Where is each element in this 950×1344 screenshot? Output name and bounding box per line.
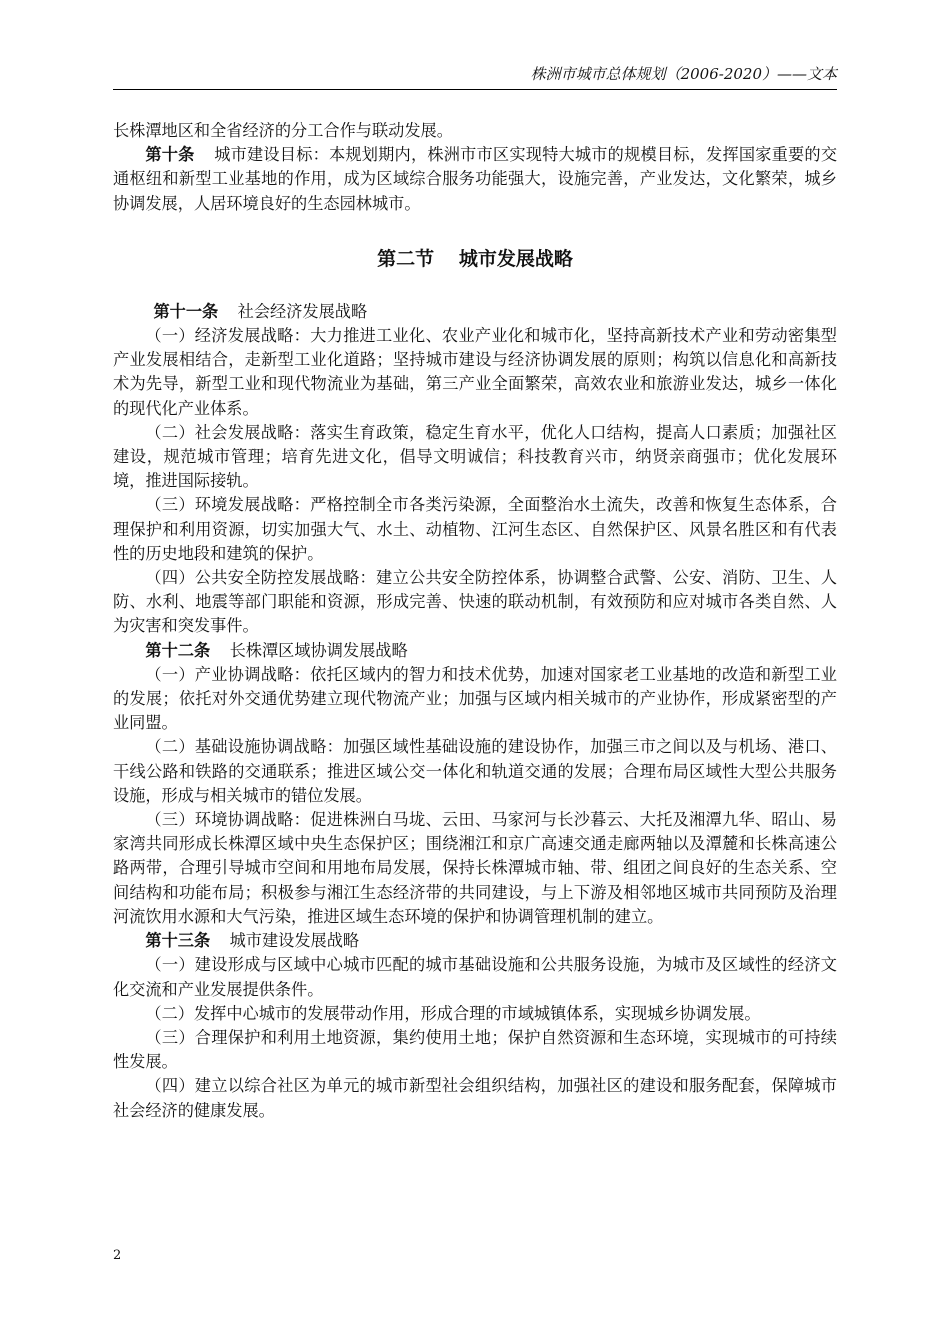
header-divider [113, 89, 837, 90]
list-item: （一）经济发展战略：大力推进工业化、农业产业化和城市化，坚持高新技术产业和劳动密集型产业发展相结合，走新型工业化道路；坚持城市建设与经济协调发展的原则；构筑以信息化和高新技术为先导，新型工业和现代物流业为基础，第三产业全面繁荣，高效农业和旅游业发达，城乡一体化的现代化产业体系。 [113, 326, 837, 418]
list-item: （一）产业协调战略：依托区域内的智力和技术优势，加速对国家老工业基地的改造和新型工业的发展；依托对外交通优势建立现代物流产业；加强与区域内相关城市的产业协作，形成紧密型的产业同盟。 [113, 664, 837, 733]
page-number: 2 [113, 1248, 122, 1263]
article-heading [113, 929, 837, 953]
article-title: 长株潭区域协调发展战略 [229, 640, 408, 660]
list-item: （四）建立以综合社区为单元的城市新型社会组织结构，加强社区的建设和服务配套，保障城市社会经济的健康发展。 [113, 1076, 837, 1120]
list-item: （二）社会发展战略：落实生育政策，稳定生育水平，优化人口结构，提高人口素质；加强社区建设，规范城市管理；培育先进文化，倡导文明诚信；科技教育兴市，纳贤亲商强市；优化发展环境，推进国际接轨。 [113, 422, 837, 491]
article-title: 城市建设发展战略 [229, 931, 360, 951]
article-label: 第十二条 [145, 640, 211, 660]
running-header: 株洲市城市总体规划（2006-2020）——文本 [530, 65, 837, 83]
list-item: （二）基础设施协调战略：加强区域性基础设施的建设协作，加强三市之间以及与机场、港口、干线公路和铁路的交通联系；推进区域公交一体化和轨道交通的发展；合理布局区域性大型公共服务设施，形成与相关城市的错位发展。 [113, 737, 837, 805]
article-heading [113, 300, 837, 324]
list-item: （三）环境发展战略：严格控制全市各类污染源，全面整治水土流失，改善和恢复生态体系，合理保护和利用资源，切实加强大气、水土、动植物、江河生态区、自然保护区、风景名胜区和有代表性的历史地段和建筑的保护。 [113, 495, 837, 563]
list-item: （一）建设形成与区域中心城市匹配的城市基础设施和公共服务设施，为城市及区域性的经济文化交流和产业发展提供条件。 [113, 955, 837, 999]
article-label: 第十条 [145, 145, 195, 165]
list-item: （二）发挥中心城市的发展带动作用，形成合理的市域城镇体系，实现城乡协调发展。 [145, 1003, 761, 1023]
section-number: 第二节 [377, 247, 435, 270]
section-heading [113, 246, 837, 272]
list-item: （四）公共安全防控发展战略：建立公共安全防控体系，协调整合武警、公安、消防、卫生、人防、水利、地震等部门职能和资源，形成完善、快速的联动机制，有效预防和应对城市各类自然、人为灾害和突发事件。 [113, 568, 837, 636]
article-heading [113, 639, 837, 663]
section-title: 城市发展战略 [458, 247, 573, 270]
document-body [113, 119, 837, 1123]
article-text: 城市建设目标：本规划期内，株洲市市区实现特大城市的规模目标，发挥国家重要的交通枢纽和新型工业基地的作用，成为区域综合服务功能强大，设施完善，产业发达，文化繁荣，城乡协调发展，人居环境良好的生态园林城市。 [113, 145, 838, 213]
article-title: 社会经济发展战略 [237, 301, 368, 321]
list-item: （三）环境协调战略：促进株洲白马垅、云田、马家河与长沙暮云、大托及湘潭九华、昭山、易家湾共同形成长株潭区域中央生态保护区；围绕湘江和京广高速交通走廊两轴以及潭麓和长株高速公路两带，合理引导城市空间和用地布局发展，保持长株潭城市轴、带、组团之间良好的生态关系、空间结构和功能布局；积极参与湘江生态经济带的共同建设，与上下游及相邻地区城市共同预防及治理河流饮用水源和大气污染，推进区域生态环境的保护和协调管理机制的建立。 [113, 810, 837, 926]
paragraph-continuation: 长株潭地区和全省经济的分工合作与联动发展。 [113, 121, 453, 140]
article-label: 第十三条 [145, 931, 211, 951]
article-10 [113, 143, 837, 216]
article-label: 第十一条 [153, 301, 219, 321]
list-item: （三）合理保护和利用土地资源，集约使用土地；保护自然资源和生态环境，实现城市的可持续性发展。 [113, 1027, 837, 1072]
